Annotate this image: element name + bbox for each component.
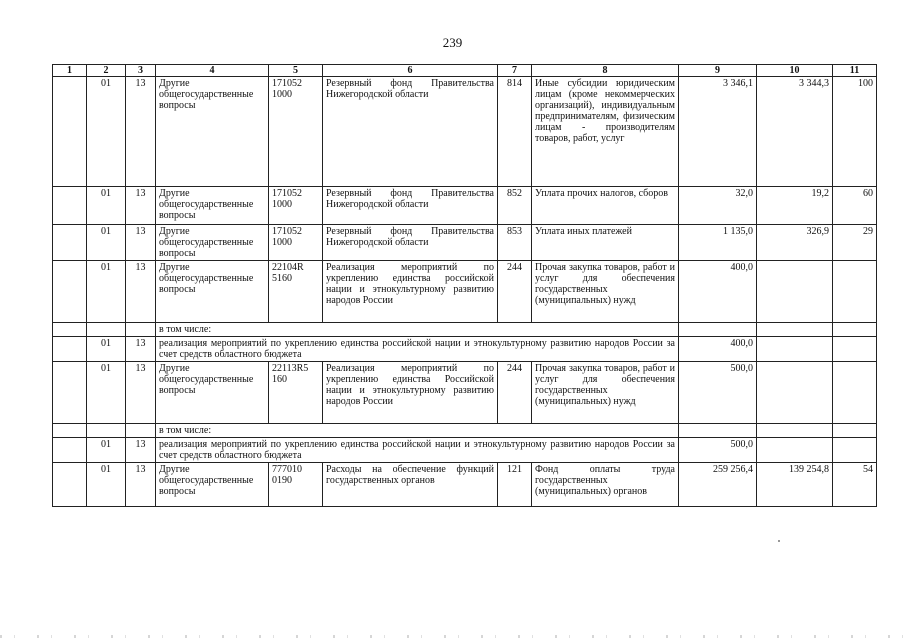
table-row bbox=[53, 261, 877, 323]
cell-target-name: Реализация мероприятий по укреплению единства Российской нации и этнокультурному развитию народов России bbox=[323, 362, 498, 424]
cell-subsection: 13 bbox=[126, 438, 156, 463]
column-header-9: 9 bbox=[679, 65, 757, 77]
column-header-2: 2 bbox=[87, 65, 126, 77]
cell-section: 01 bbox=[87, 463, 126, 507]
table-row bbox=[53, 337, 877, 362]
cell-target-name: Резервный фонд Правительства Нижегородской области bbox=[323, 187, 498, 225]
cell-section: 01 bbox=[87, 261, 126, 323]
cell-target-code: 22113R5 160 bbox=[269, 362, 323, 424]
including-label: в том числе: bbox=[156, 323, 679, 337]
table-row bbox=[53, 438, 877, 463]
cell-target-name: Реализация мероприятий по укреплению единства российской нации и этнокультурному развитию народов России bbox=[323, 261, 498, 323]
cell-percent: 100 bbox=[833, 77, 877, 187]
cell-actual: 19,2 bbox=[757, 187, 833, 225]
cell-actual bbox=[757, 362, 833, 424]
column-header-5: 5 bbox=[269, 65, 323, 77]
subitem-description: реализация мероприятий по укреплению единства российской нации и этнокультурному развитию народов России за счет средств областного бюджета bbox=[156, 337, 679, 362]
cell-percent bbox=[833, 261, 877, 323]
page-number: 239 bbox=[442, 35, 463, 50]
cell-actual: 3 344,3 bbox=[757, 77, 833, 187]
cell-planned bbox=[679, 424, 757, 438]
cell-section-name: Другие общегосударственные вопросы bbox=[156, 187, 269, 225]
cell-col1 bbox=[53, 187, 87, 225]
column-header-8: 8 bbox=[532, 65, 679, 77]
cell-actual bbox=[757, 337, 833, 362]
table-row bbox=[53, 225, 877, 261]
cell-subsection: 13 bbox=[126, 77, 156, 187]
cell-planned: 400,0 bbox=[679, 337, 757, 362]
cell-planned: 3 346,1 bbox=[679, 77, 757, 187]
budget-table bbox=[52, 64, 877, 507]
cell-expense-name: Прочая закупка товаров, работ и услуг для обеспечения государственных (муниципальных) нужд bbox=[532, 261, 679, 323]
table-row bbox=[53, 323, 877, 337]
cell-planned: 500,0 bbox=[679, 362, 757, 424]
cell-section: 01 bbox=[87, 77, 126, 187]
cell-expense-name: Прочая закупка товаров, работ и услуг для обеспечения государственных (муниципальных) нужд bbox=[532, 362, 679, 424]
cell-target-code: 777010 0190 bbox=[269, 463, 323, 507]
scan-edge-artifact bbox=[0, 635, 905, 638]
cell-col1 bbox=[53, 438, 87, 463]
cell-expense-type: 244 bbox=[498, 362, 532, 424]
cell-planned: 259 256,4 bbox=[679, 463, 757, 507]
table-row bbox=[53, 362, 877, 424]
cell-col1 bbox=[53, 261, 87, 323]
cell-col1 bbox=[53, 77, 87, 187]
cell-section bbox=[87, 323, 126, 337]
cell-section: 01 bbox=[87, 337, 126, 362]
column-header-1: 1 bbox=[53, 65, 87, 77]
subitem-description: реализация мероприятий по укреплению единства российской нации и этнокультурному развитию народов России за счет средств областного бюджета bbox=[156, 438, 679, 463]
cell-col1 bbox=[53, 463, 87, 507]
cell-target-name: Резервный фонд Правительства Нижегородской области bbox=[323, 225, 498, 261]
cell-section: 01 bbox=[87, 362, 126, 424]
cell-expense-type: 814 bbox=[498, 77, 532, 187]
cell-subsection: 13 bbox=[126, 225, 156, 261]
cell-expense-type: 853 bbox=[498, 225, 532, 261]
cell-actual: 326,9 bbox=[757, 225, 833, 261]
cell-col1 bbox=[53, 337, 87, 362]
cell-percent bbox=[833, 362, 877, 424]
cell-section bbox=[87, 424, 126, 438]
cell-percent bbox=[833, 424, 877, 438]
cell-planned bbox=[679, 323, 757, 337]
cell-subsection: 13 bbox=[126, 187, 156, 225]
cell-planned: 400,0 bbox=[679, 261, 757, 323]
cell-percent: 54 bbox=[833, 463, 877, 507]
cell-percent: 60 bbox=[833, 187, 877, 225]
cell-expense-type: 852 bbox=[498, 187, 532, 225]
cell-target-code: 171052 1000 bbox=[269, 187, 323, 225]
column-header-10: 10 bbox=[757, 65, 833, 77]
cell-section-name: Другие общегосударственные вопросы bbox=[156, 225, 269, 261]
cell-subsection bbox=[126, 424, 156, 438]
cell-expense-name: Уплата иных платежей bbox=[532, 225, 679, 261]
cell-percent bbox=[833, 438, 877, 463]
cell-target-name: Расходы на обеспечение функций государственных органов bbox=[323, 463, 498, 507]
cell-col1 bbox=[53, 362, 87, 424]
cell-percent bbox=[833, 337, 877, 362]
table-row bbox=[53, 463, 877, 507]
cell-expense-type: 244 bbox=[498, 261, 532, 323]
cell-planned: 1 135,0 bbox=[679, 225, 757, 261]
cell-expense-name: Иные субсидии юридическим лицам (кроме некоммерческих организаций), индивидуальным предпринимателям, физическим лицам - производителям товаров, работ, услуг bbox=[532, 77, 679, 187]
table-row bbox=[53, 424, 877, 438]
cell-section: 01 bbox=[87, 225, 126, 261]
cell-expense-name: Уплата прочих налогов, сборов bbox=[532, 187, 679, 225]
cell-col1 bbox=[53, 225, 87, 261]
column-header-11: 11 bbox=[833, 65, 877, 77]
cell-section: 01 bbox=[87, 438, 126, 463]
table-row bbox=[53, 187, 877, 225]
cell-section-name: Другие общегосударственные вопросы bbox=[156, 261, 269, 323]
cell-subsection: 13 bbox=[126, 337, 156, 362]
cell-section-name: Другие общегосударственные вопросы bbox=[156, 463, 269, 507]
cell-actual bbox=[757, 261, 833, 323]
cell-percent bbox=[833, 323, 877, 337]
cell-actual: 139 254,8 bbox=[757, 463, 833, 507]
cell-target-code: 171052 1000 bbox=[269, 225, 323, 261]
cell-planned: 32,0 bbox=[679, 187, 757, 225]
cell-col1 bbox=[53, 323, 87, 337]
cell-target-code: 22104R 5160 bbox=[269, 261, 323, 323]
column-header-4: 4 bbox=[156, 65, 269, 77]
cell-subsection: 13 bbox=[126, 261, 156, 323]
column-header-7: 7 bbox=[498, 65, 532, 77]
cell-expense-type: 121 bbox=[498, 463, 532, 507]
scan-speck bbox=[778, 540, 780, 542]
cell-section-name: Другие общегосударственные вопросы bbox=[156, 362, 269, 424]
cell-actual bbox=[757, 323, 833, 337]
column-header-3: 3 bbox=[126, 65, 156, 77]
cell-subsection: 13 bbox=[126, 362, 156, 424]
cell-col1 bbox=[53, 424, 87, 438]
column-header-6: 6 bbox=[323, 65, 498, 77]
table-header bbox=[53, 65, 877, 77]
cell-section: 01 bbox=[87, 187, 126, 225]
cell-percent: 29 bbox=[833, 225, 877, 261]
cell-expense-name: Фонд оплаты труда государственных (муниципальных) органов bbox=[532, 463, 679, 507]
cell-subsection: 13 bbox=[126, 463, 156, 507]
cell-section-name: Другие общегосударственные вопросы bbox=[156, 77, 269, 187]
cell-target-name: Резервный фонд Правительства Нижегородской области bbox=[323, 77, 498, 187]
cell-actual bbox=[757, 438, 833, 463]
cell-target-code: 171052 1000 bbox=[269, 77, 323, 187]
cell-planned: 500,0 bbox=[679, 438, 757, 463]
cell-actual bbox=[757, 424, 833, 438]
including-label: в том числе: bbox=[156, 424, 679, 438]
table-row bbox=[53, 77, 877, 187]
cell-subsection bbox=[126, 323, 156, 337]
